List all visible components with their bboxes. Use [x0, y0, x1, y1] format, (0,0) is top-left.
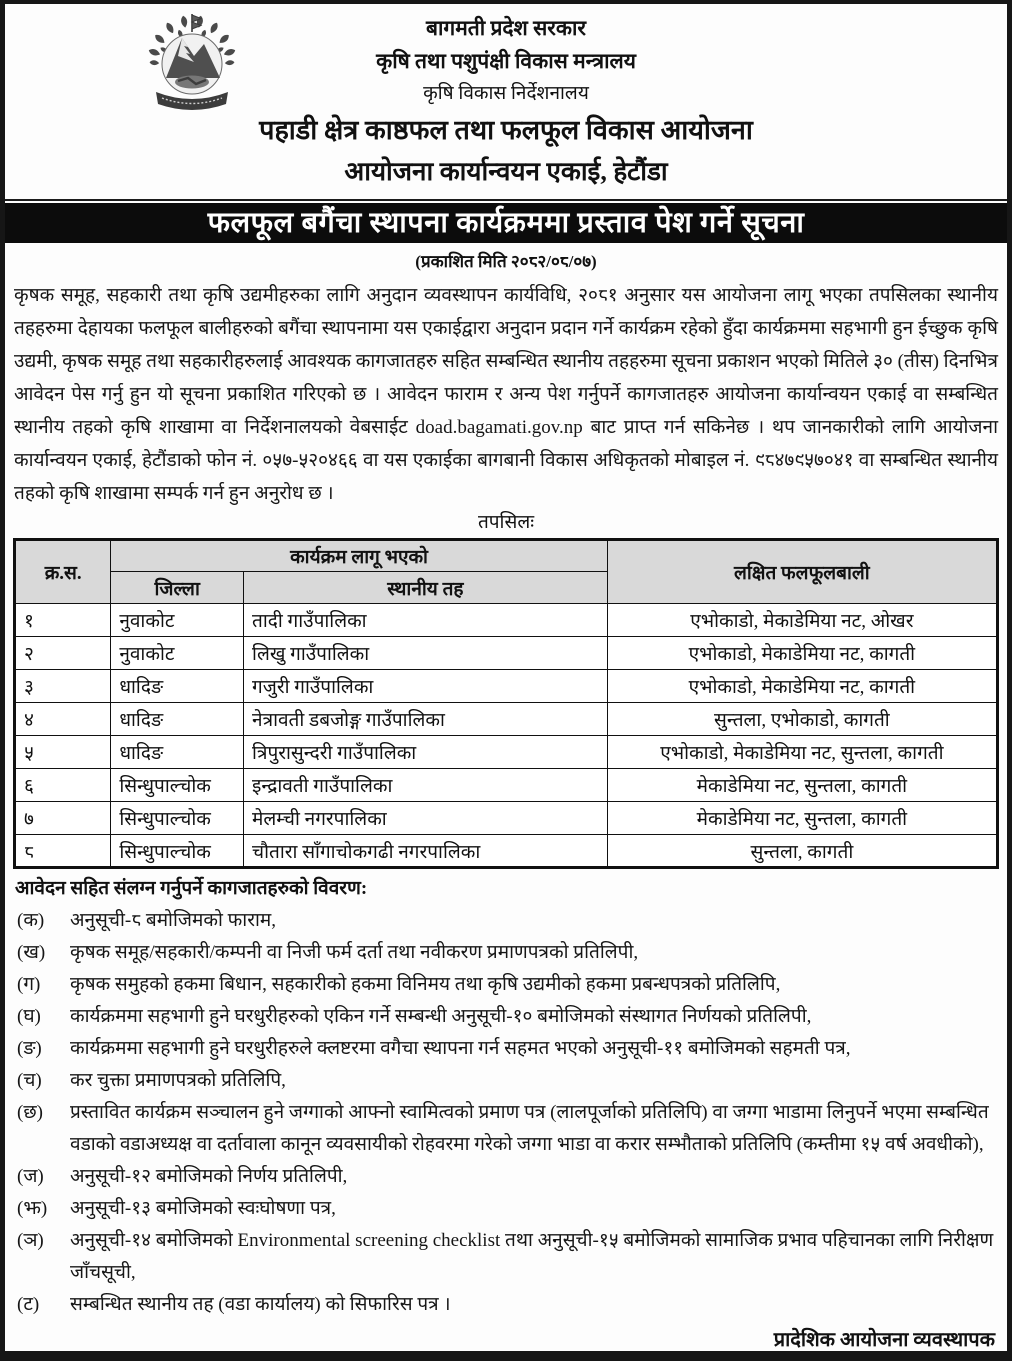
cell-local-level: तादी गाउँपालिका	[244, 604, 608, 637]
col-header-local-level: स्थानीय तह	[244, 572, 608, 604]
cell-local-level: लिखु गाउँपालिका	[244, 637, 608, 670]
cell-serial-number: ४	[15, 703, 111, 736]
list-item-label: (ज)	[17, 1166, 44, 1187]
cell-target-crops: एभोकाडो, मेकाडेमिया नट, कागती	[607, 670, 997, 703]
list-item-label: (घ)	[17, 1006, 41, 1027]
document-list-item	[17, 1161, 997, 1193]
list-item-label: (छ)	[17, 1102, 43, 1123]
list-item-text: अनुसूची-१२ बमोजिमको निर्णय प्रतिलिपी,	[70, 1166, 348, 1187]
col-header-applied: कार्यक्रम लागू भएको	[111, 540, 607, 572]
document-list-item	[17, 969, 997, 1001]
notice-title: फलफूल बगैंचा स्थापना कार्यक्रममा प्रस्ताव पेश गर्ने सूचना	[5, 203, 1007, 243]
document-list-item	[17, 1193, 997, 1225]
tapasil-label: तपसिलः	[477, 512, 535, 533]
cell-local-level: त्रिपुरासुन्दरी गाउँपालिका	[244, 736, 608, 769]
implementation-unit-name: आयोजना कार्यान्वयन एकाई, हेटौंडा	[344, 157, 668, 186]
list-item-text: कर चुक्ता प्रमाणपत्रको प्रतिलिपि,	[70, 1070, 286, 1091]
document-list-item	[17, 1225, 997, 1289]
list-item-text: कृषक समूह/सहकारी/कम्पनी वा निजी फर्म दर्ता तथा नवीकरण प्रमाणपत्रको प्रतिलिपी,	[70, 942, 639, 963]
list-item-text: कृषक समुहको हकमा बिधान, सहकारीको हकमा विनिमय तथा कृषि उद्यमीको हकमा प्रबन्धपत्रको प्रतिलिपि,	[70, 974, 781, 995]
letterhead	[5, 4, 1007, 196]
cell-serial-number: २	[15, 637, 111, 670]
table-body	[15, 604, 998, 868]
list-item-label: (क)	[17, 910, 45, 931]
cell-target-crops: सुन्तला, कागती	[607, 835, 997, 868]
list-item-text: प्रस्तावित कार्यक्रम सञ्चालन हुने जग्गाको आफ्नो स्वामित्वको प्रमाण पत्र (लालपूर्जाको प्रतिलिपि) वा जग्गा भाडामा लिनुपर्ने भएमा सम्बन्धित वडाको वडाअध्यक्ष वा दर्तावाला कानून व्यवसायीको रोहवरमा गरेको जग्गा भाडा वा करार सम्भौताको प्रतिलिपि (कम्तीमा १५ वर्ष अवधीको),	[70, 1102, 989, 1155]
document-list-item	[17, 905, 997, 937]
cell-serial-number: ८	[15, 835, 111, 868]
table-header-row-1	[15, 540, 998, 572]
cell-serial-number: ३	[15, 670, 111, 703]
documents-list	[17, 905, 997, 1321]
cell-district: सिन्धुपाल्चोक	[111, 769, 244, 802]
cell-district: नुवाकोट	[111, 637, 244, 670]
list-item-label: (झ)	[17, 1198, 48, 1219]
ribbon	[156, 92, 228, 110]
published-date: (प्रकाशित मिति २०८२/०८/०७)	[415, 252, 597, 271]
table-row	[15, 604, 998, 637]
program-table	[13, 538, 999, 869]
cell-district: सिन्धुपाल्चोक	[111, 835, 244, 868]
document-list-item	[17, 1033, 997, 1065]
document-list-item	[17, 1001, 997, 1033]
cell-local-level: गजुरी गाउँपालिका	[244, 670, 608, 703]
cell-district: धादिङ	[111, 670, 244, 703]
directorate-name: कृषि विकास निर्देशनालय	[423, 83, 589, 104]
table-row	[15, 703, 998, 736]
list-item-text: कार्यक्रममा सहभागी हुने घरधुरीहरुको एकिन गर्ने सम्बन्धी अनुसूची-१० बमोजिमको संस्थागत निर्णयको प्रतिलिपी,	[70, 1006, 812, 1027]
cell-serial-number: ७	[15, 802, 111, 835]
documents-heading: आवेदन सहित संलग्न गर्नुपर्ने कागजातहरुको विवरण:	[15, 878, 368, 899]
document-list-item	[17, 937, 997, 969]
cell-target-crops: एभोकाडो, मेकाडेमिया नट, सुन्तला, कागती	[607, 736, 997, 769]
signature-title: प्रादेशिक आयोजना व्यवस्थापक	[773, 1329, 995, 1351]
notice-body: कृषक समूह, सहकारी तथा कृषि उद्यमीहरुका लागि अनुदान व्यवस्थापन कार्यविधि, २०८१ अनुसार यस आयोजना लागू भएका तपसिलका स्थानीय तहहरुमा देहायका फलफूल बालीहरुको बगैंचा स्थापनामा यस एकाईद्वारा अनुदान प्रदान गर्ने कार्यक्रम रहेको हुँदा कार्यक्रममा सहभागी हुन ईच्छुक कृषि उद्यमी, कृषक समूह तथा सहकारीहरुलाई आवश्यक कागजातहरु सहित सम्बन्धित स्थानीय तहहरुमा सूचना प्रकाशन भएको मितिले ३० (तीस) दिनभित्र आवेदन पेस गर्नु हुन यो सूचना प्रकाशित गरिएको छ । आवेदन फाराम र अन्य पेश गर्नुपर्ने कागजातहरु आयोजना कार्यान्वयन एकाई वा सम्बन्धित स्थानीय तहको कृषि शाखामा वा निर्देशनालयको वेबसाईट doad.bagamati.gov.np बाट प्राप्त गर्न सकिनेछ । थप जानकारीको लागि आयोजना कार्यान्वयन एकाई, हेटौंडाको फोन नं. ०५७-५२०४६६ वा यस एकाईका बागबानी विकास अधिकृतको मोबाइल नं. ९८४७९५७०४१ वा सम्बन्धित स्थानीय तहको कृषि शाखामा सम्पर्क गर्न हुन अनुरोध छ ।	[14, 285, 998, 504]
header-divider	[5, 199, 1007, 201]
ministry-name: कृषि तथा पशुपंक्षी विकास मन्त्रालय	[376, 49, 636, 73]
table-row	[15, 637, 998, 670]
col-header-sn: क्र.स.	[15, 540, 111, 604]
table-row	[15, 769, 998, 802]
list-item-label: (ट)	[17, 1294, 40, 1315]
list-item-text: अनुसूची-१३ बमोजिमको स्वःघोषणा पत्र,	[70, 1198, 336, 1219]
table-row	[15, 802, 998, 835]
document-list-item	[17, 1289, 997, 1321]
cell-local-level: इन्द्रावती गाउँपालिका	[244, 769, 608, 802]
list-item-text: अनुसूची-१४ बमोजिमको Environmental screening checklist तथा अनुसूची-१५ बमोजिमको सामाजिक प्रभाव पहिचानका लागि निरीक्षण जाँचसूची,	[70, 1230, 994, 1283]
list-item-text: अनुसूची-८ बमोजिमको फाराम,	[70, 910, 276, 931]
cell-local-level: चौतारा साँगाचोकगढी नगरपालिका	[244, 835, 608, 868]
table-row	[15, 670, 998, 703]
cell-serial-number: १	[15, 604, 111, 637]
cell-target-crops: मेकाडेमिया नट, सुन्तला, कागती	[607, 802, 997, 835]
cell-target-crops: एभोकाडो, मेकाडेमिया नट, ओखर	[607, 604, 997, 637]
cell-district: नुवाकोट	[111, 604, 244, 637]
handshake	[175, 76, 209, 89]
cell-local-level: मेलम्ची नगरपालिका	[244, 802, 608, 835]
table-row	[15, 736, 998, 769]
cell-target-crops: मेकाडेमिया नट, सुन्तला, कागती	[607, 769, 997, 802]
list-item-label: (ञ)	[17, 1230, 44, 1251]
cell-district: धादिङ	[111, 703, 244, 736]
list-item-label: (ग)	[17, 974, 41, 995]
list-item-text: कार्यक्रममा सहभागी हुने घरधुरीहरुले क्लष्टरमा वगैचा स्थापना गर्न सहमत भएको अनुसूची-११ बमोजिमको सहमती पत्र,	[70, 1038, 851, 1059]
cell-target-crops: सुन्तला, एभोकाडो, कागती	[607, 703, 997, 736]
table-header	[15, 540, 998, 604]
government-name: बागमती प्रदेश सरकार	[425, 16, 587, 40]
cell-district: सिन्धुपाल्चोक	[111, 802, 244, 835]
cell-serial-number: ५	[15, 736, 111, 769]
document-list-item	[17, 1097, 997, 1161]
project-name: पहाडी क्षेत्र काष्ठफल तथा फलफूल विकास आयोजना	[259, 115, 753, 145]
table-row	[15, 835, 998, 868]
cell-target-crops: एभोकाडो, मेकाडेमिया नट, कागती	[607, 637, 997, 670]
document-list-item	[17, 1065, 997, 1097]
bagamati-province-emblem-icon	[142, 12, 242, 116]
list-item-text: सम्बन्धित स्थानीय तह (वडा कार्यालय) को सिफारिस पत्र ।	[70, 1294, 451, 1315]
cell-local-level: नेत्रावती डबजोङ्ग गाउँपालिका	[244, 703, 608, 736]
list-item-label: (च)	[17, 1070, 42, 1091]
cell-serial-number: ६	[15, 769, 111, 802]
list-item-label: (ख)	[17, 942, 46, 963]
col-header-crops: लक्षित फलफूलबाली	[607, 540, 997, 604]
cell-district: धादिङ	[111, 736, 244, 769]
list-item-label: (ङ)	[17, 1038, 42, 1059]
col-header-district: जिल्ला	[111, 572, 244, 604]
